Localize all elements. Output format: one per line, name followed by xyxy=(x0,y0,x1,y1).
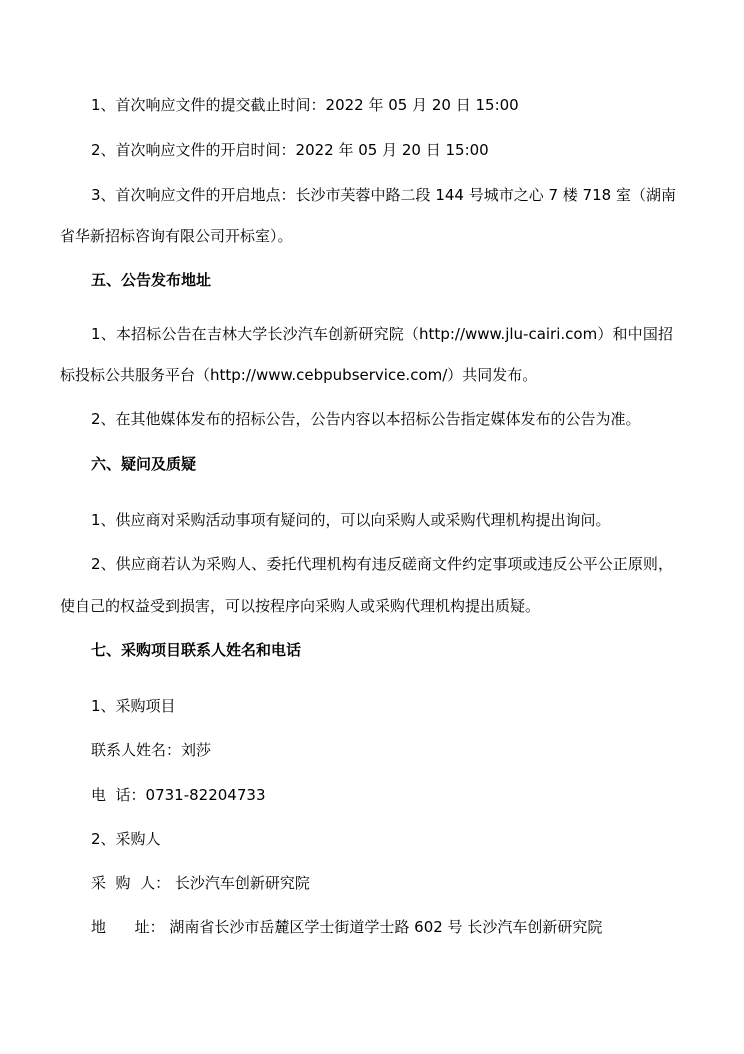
phone-row xyxy=(91,785,265,805)
paragraph-s5-item1-line1: 1、本招标公告在吉林大学长沙汽车创新研究院（http://www.jlu-cairi.com）和中国招 xyxy=(91,325,673,343)
contact-name-label: 联系人姓名： xyxy=(91,741,182,759)
section-heading-5: 五、公告发布地址 xyxy=(91,271,212,289)
paragraph-s4-item2: 2、首次响应文件的开启时间：2022 年 05 月 20 日 15:00 xyxy=(91,141,489,159)
paragraph-s4-item3-line1: 3、首次响应文件的开启地点：长沙市芙蓉中路二段 144 号城市之心 7 楼 718 室（湖南 xyxy=(91,186,676,204)
address-row xyxy=(91,917,602,937)
address-label: 地 址： xyxy=(91,918,165,936)
paragraph-s4-item1: 1、首次响应文件的提交截止时间：2022 年 05 月 20 日 15:00 xyxy=(91,96,519,114)
subheading-purchaser: 2、采购人 xyxy=(91,830,161,848)
section-heading-6: 六、疑问及质疑 xyxy=(91,455,197,473)
paragraph-s5-item2: 2、在其他媒体发布的招标公告，公告内容以本招标公告指定媒体发布的公告为准。 xyxy=(91,410,641,428)
phone-value: 0731-82204733 xyxy=(145,786,266,804)
address-value: 湖南省长沙市岳麓区学士街道学士路 602 号 长沙汽车创新研究院 xyxy=(169,918,603,936)
contact-name-row xyxy=(91,740,211,760)
paragraph-s6-item2-line1: 2、供应商若认为采购人、委托代理机构有违反磋商文件约定事项或违反公平公正原则， xyxy=(91,555,673,573)
paragraph-s6-item1: 1、供应商对采购活动事项有疑问的，可以向采购人或采购代理机构提出询问。 xyxy=(91,511,611,529)
purchaser-row xyxy=(91,873,310,893)
purchaser-value: 长沙汽车创新研究院 xyxy=(174,874,310,892)
paragraph-s5-item1-line2: 标投标公共服务平台（http://www.cebpubservice.com/）共同发布。 xyxy=(60,366,538,384)
paragraph-s6-item2-line2: 使自己的权益受到损害，可以按程序向采购人或采购代理机构提出质疑。 xyxy=(60,597,541,615)
subheading-procurement-project: 1、采购项目 xyxy=(91,697,176,715)
paragraph-s4-item3-line2: 省华新招标咨询有限公司开标室）。 xyxy=(60,227,293,245)
purchaser-label: 采 购 人： xyxy=(91,874,171,892)
contact-name-value: 刘莎 xyxy=(181,741,212,759)
phone-label: 电 话： xyxy=(91,786,146,804)
section-heading-7: 七、采购项目联系人姓名和电话 xyxy=(91,641,302,659)
